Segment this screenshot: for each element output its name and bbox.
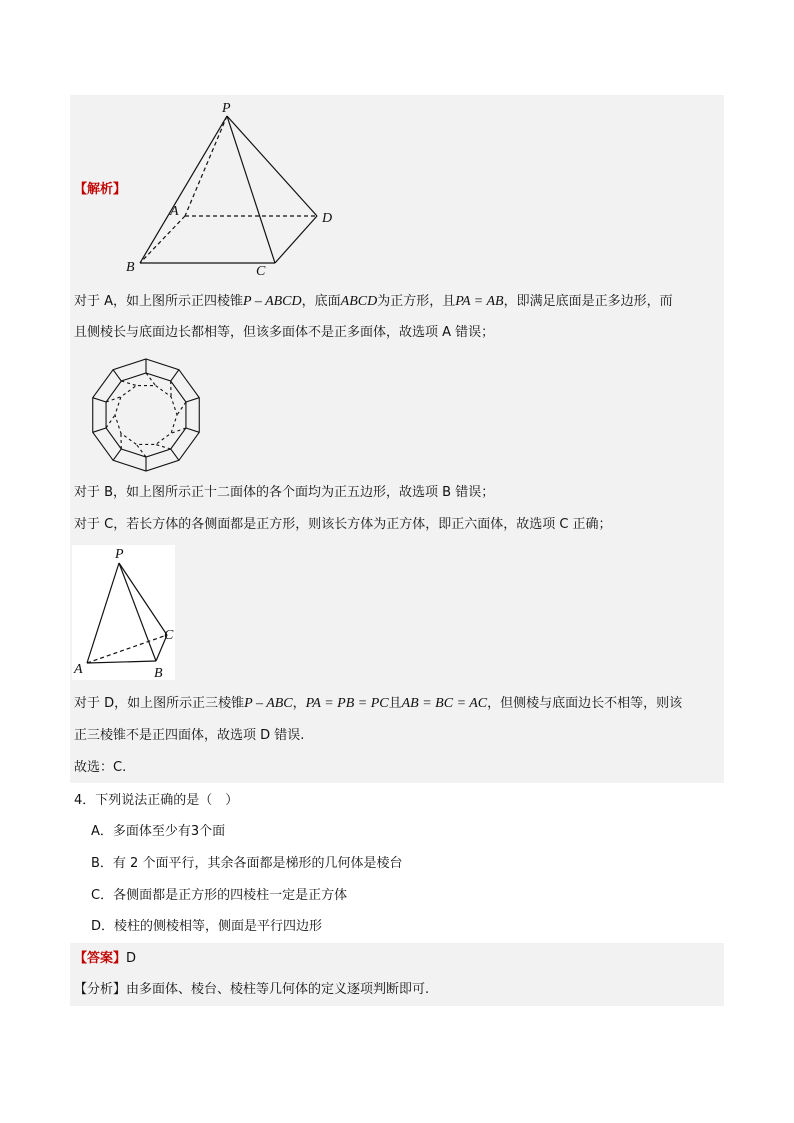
answer-label: 【答案】 <box>74 951 127 966</box>
analysis-section-label: 【分析】 <box>74 982 127 997</box>
dodecahedron-edge <box>106 415 115 428</box>
dodecahedron-edge <box>177 402 186 415</box>
pyramid-label-p: P <box>222 101 231 116</box>
question-4-stem: 4．下列说法正确的是（ ） <box>74 793 239 808</box>
dodecahedron-edge <box>121 381 136 385</box>
answer-value: D <box>126 951 137 966</box>
pyramid-label-a: A <box>170 204 179 219</box>
analysis-conclusion: 故选：C. <box>74 760 127 775</box>
tetrahedron-figure <box>72 545 182 680</box>
dodecahedron-edge <box>171 449 179 460</box>
dodecahedron-figure <box>86 355 206 475</box>
tetra-label-a: A <box>74 662 83 677</box>
dodecahedron-edge <box>113 370 121 381</box>
pyramid-label-d: D <box>322 211 333 226</box>
answer-line <box>74 949 136 969</box>
option-b-analysis: 对于 B，如上图所示正十二面体的各个面均为正五边形，故选项 B 错误； <box>74 485 495 500</box>
question-4-option-c: C．各侧面都是正方形的四棱柱一定是正方体 <box>91 888 348 903</box>
dodecahedron-edge <box>186 428 199 432</box>
pyramid-label-b: B <box>126 260 135 275</box>
option-a-analysis-line1: 对于 A，如上图所示正四棱锥P – ABCD，底面ABCD为正方形，且PA = AB，即满足底面是正多边形，而 <box>74 294 673 309</box>
dodecahedron-edge <box>186 398 199 402</box>
option-d-analysis-line1: 对于 D，如上图所示正三棱锥P – ABC，PA = PB = PC且AB = BC = AC，但侧棱与底面边长不相等，则该 <box>74 696 683 711</box>
square-pyramid-figure <box>120 98 350 283</box>
tetra-label-p: P <box>115 547 124 562</box>
dodecahedron-edge <box>93 359 200 471</box>
tetra-label-b: B <box>154 666 163 680</box>
analysis-section-text: 由多面体、棱台、棱柱等几何体的定义逐项判断即可. <box>126 982 430 997</box>
question-4-option-b: B．有 2 个面平行，其余各面都是梯形的几何体是棱台 <box>91 856 403 871</box>
question-4-option-d: D．棱柱的侧棱相等，侧面是平行四边形 <box>91 919 323 934</box>
analysis-label: 【解析】 <box>74 182 127 197</box>
option-c-analysis: 对于 C，若长方体的各侧面都是正方形，则该长方体为正方体，即正六面体，故选项 C 正确； <box>74 517 612 532</box>
pyramid-label-c: C <box>256 264 266 279</box>
dodecahedron-edge <box>93 398 106 402</box>
question-4-option-a: A．多面体至少有3个面 <box>91 824 226 839</box>
option-a-analysis-line2: 且侧棱长与底面边长都相等，但该多面体不是正多面体，故选项 A 错误； <box>74 325 495 340</box>
option-d-analysis-line2: 正三棱锥不是正四面体，故选项 D 错误. <box>74 728 305 743</box>
dodecahedron-edge <box>171 370 179 381</box>
dodecahedron-edge <box>115 386 177 445</box>
dodecahedron-edge <box>156 444 171 448</box>
dodecahedron-edge <box>113 449 121 460</box>
dodecahedron-edge <box>93 428 106 432</box>
analysis-line <box>74 980 429 1000</box>
tetra-label-c: C <box>164 628 174 643</box>
